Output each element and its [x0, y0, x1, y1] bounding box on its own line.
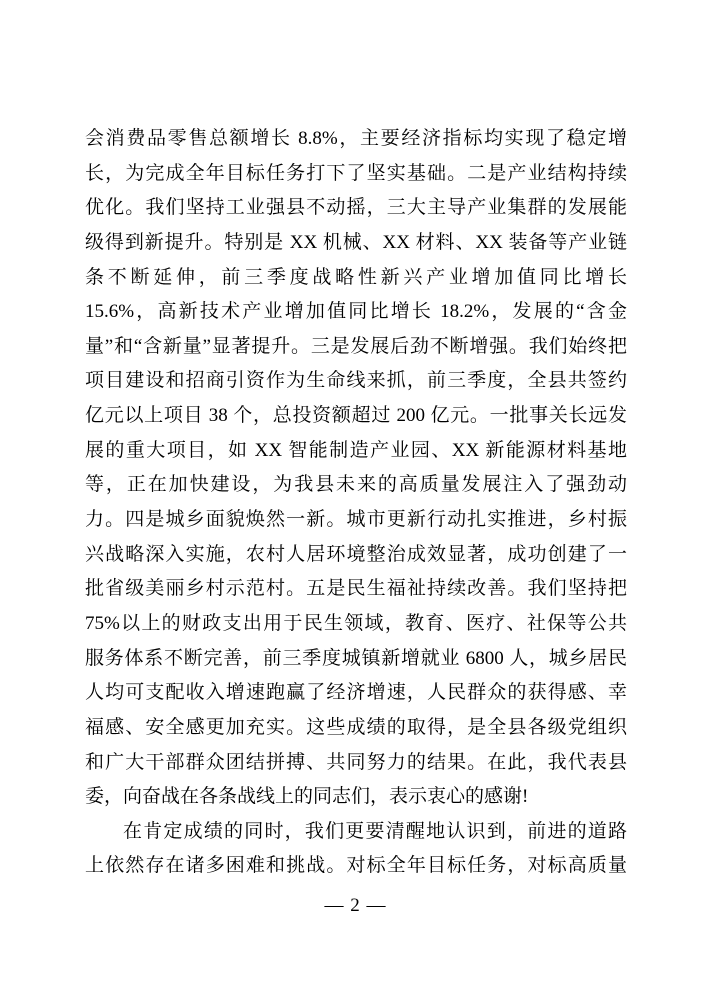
text-line: 量”和“含新量”显著提升。三是发展后劲不断增强。我们始终把 [85, 335, 627, 357]
text-line: 福感、安全感更加充实。这些成绩的取得，是全县各级党组织 [85, 716, 627, 738]
text-line: 条不断延伸，前三季度战略性新兴产业增加值同比增长 [85, 266, 627, 288]
document-text-block [85, 122, 627, 884]
text-line: 优化。我们坚持工业强县不动摇，三大主导产业集群的发展能 [85, 197, 627, 219]
text-line: 项目建设和招商引资作为生命线来抓，前三季度，全县共签约 [85, 370, 627, 392]
text-line: 长，为完成全年目标任务打下了坚实基础。二是产业结构持续 [85, 162, 627, 184]
text-line: 服务体系不断完善，前三季度城镇新增就业 6800 人，城乡居民 [85, 647, 627, 669]
text-line: 级得到新提升。特别是 XX 机械、XX 材料、XX 装备等产业链 [85, 231, 627, 253]
text-line-paragraph-end: 委，向奋战在各条战线上的同志们，表示衷心的感谢! [85, 786, 529, 808]
text-line: 等，正在加快建设，为我县未来的高质量发展注入了强劲动 [85, 474, 627, 496]
text-line: 力。四是城乡面貌焕然一新。城市更新行动扎实推进，乡村振 [85, 509, 627, 531]
text-line: 和广大干部群众团结拼搏、共同努力的结果。在此，我代表县 [85, 751, 627, 773]
text-line: 展的重大项目，如 XX 智能制造产业园、XX 新能源材料基地 [85, 439, 627, 461]
text-line: 75%以上的财政支出用于民生领域，教育、医疗、社保等公共 [85, 612, 627, 634]
text-line: 15.6%，高新技术产业增加值同比增长 18.2%，发展的“含金 [85, 301, 627, 323]
text-line: 兴战略深入实施，农村人居环境整治成效显著，成功创建了一 [85, 543, 627, 565]
text-line: 批省级美丽乡村示范村。五是民生福祉持续改善。我们坚持把 [85, 578, 627, 600]
text-line: 会消费品零售总额增长 8.8%，主要经济指标均实现了稳定增 [85, 128, 627, 149]
text-line: 人均可支配收入增速跑赢了经济增速，人民群众的获得感、幸 [85, 682, 627, 704]
page-number: — 2 — [324, 895, 387, 916]
text-line: 上依然存在诸多困难和挑战。对标全年目标任务，对标高质量 [85, 855, 627, 877]
text-line-paragraph-start: 在肯定成绩的同时，我们更要清醒地认识到，前进的道路 [123, 820, 627, 842]
text-line: 亿元以上项目 38 个，总投资额超过 200 亿元。一批事关长远发 [85, 405, 627, 427]
